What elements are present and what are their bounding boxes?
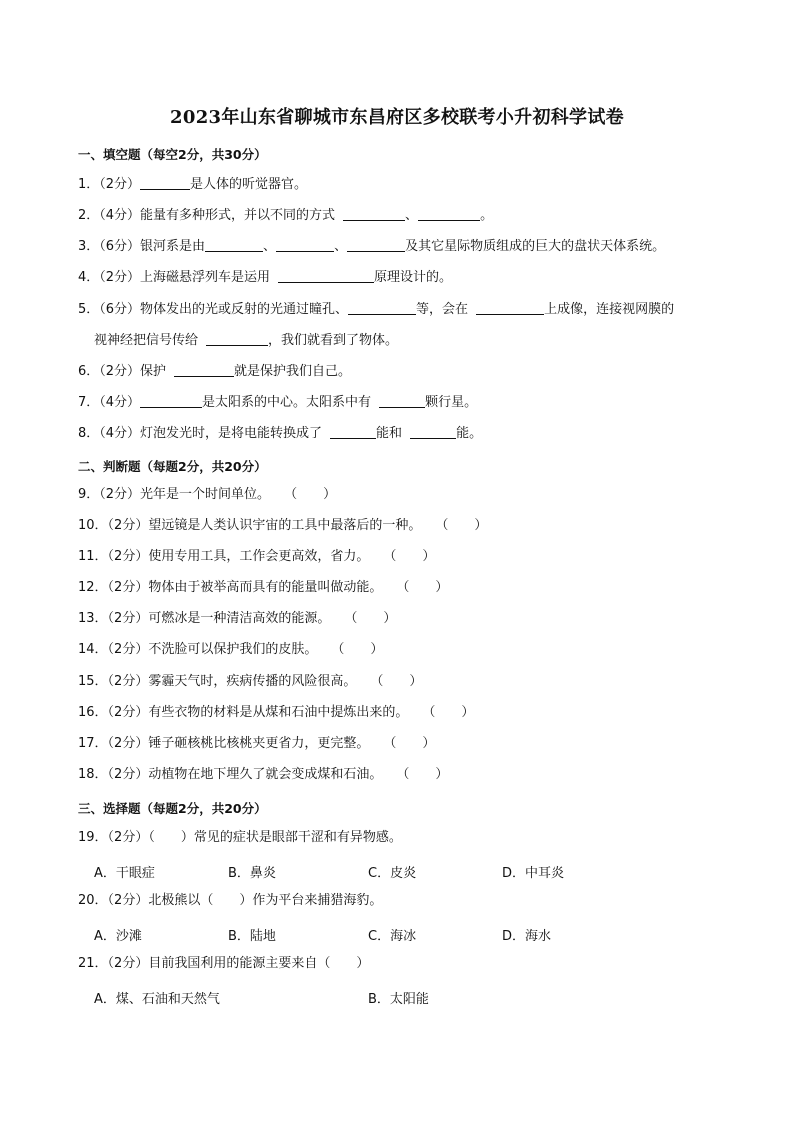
question-5-continued: 视神经把信号传给 ，我们就看到了物体。 — [94, 333, 399, 348]
question-20: 20．（2分）北极熊以（ ）作为平台来捕猎海豹。 — [78, 893, 383, 908]
answer-parenthesis[interactable]: （ ） — [435, 518, 488, 533]
answer-blank[interactable] — [278, 269, 374, 283]
question-11: 11．（2分）使用专用工具，工作会更高效，省力。 （ ） — [78, 549, 436, 564]
question-18: 18．（2分）动植物在地下埋久了就会变成煤和石油。 （ ） — [78, 767, 449, 782]
question-9: 9．（2分）光年是一个时间单位。 （ ） — [78, 487, 337, 502]
question-13: 13．（2分）可燃冰是一种清洁高效的能源。 （ ） — [78, 611, 397, 626]
question-17: 17．（2分）锤子砸核桃比核桃夹更省力，更完整。 （ ） — [78, 736, 436, 751]
question-14: 14．（2分）不洗脸可以保护我们的皮肤。 （ ） — [78, 642, 384, 657]
question-8: 8．（4分）灯泡发光时，是将电能转换成了 能和 能。 — [78, 426, 483, 441]
answer-blank[interactable] — [330, 425, 376, 439]
option-d[interactable]: D．海水 — [502, 929, 552, 944]
answer-parenthesis[interactable]: （ ） — [383, 736, 436, 751]
option-d[interactable]: D．中耳炎 — [502, 866, 565, 881]
option-c[interactable]: C．皮炎 — [368, 866, 417, 881]
answer-parenthesis[interactable]: （ ） — [284, 487, 337, 502]
section-fill-heading: 一、填空题（每空2分，共30分） — [78, 147, 267, 162]
question-5: 5．（6分）物体发出的光或反射的光通过瞳孔、 等，会在 上成像，连接视网膜的 — [78, 302, 675, 317]
section-judge-heading: 二、判断题（每题2分，共20分） — [78, 459, 267, 474]
question-1: 1．（2分） 是人体的听觉器官。 — [78, 177, 308, 192]
question-16: 16．（2分）有些衣物的材料是从煤和石油中提炼出来的。 （ ） — [78, 705, 475, 720]
option-a[interactable]: A．煤、石油和天然气 — [94, 992, 220, 1007]
answer-blank[interactable] — [276, 238, 334, 252]
option-b[interactable]: B．鼻炎 — [228, 866, 276, 881]
question-12: 12．（2分）物体由于被举高而具有的能量叫做动能。 （ ） — [78, 580, 449, 595]
answer-blank[interactable] — [140, 394, 202, 408]
question-4: 4．（2分）上海磁悬浮列车是运用 原理设计的。 — [78, 270, 453, 285]
answer-blank[interactable] — [410, 425, 456, 439]
answer-blank[interactable] — [206, 332, 268, 346]
question-7: 7．（4分） 是太阳系的中心。太阳系中有 颗行星。 — [78, 395, 478, 410]
option-a[interactable]: A．干眼症 — [94, 866, 155, 881]
option-c[interactable]: C．海冰 — [368, 929, 417, 944]
exam-title: 2023年山东省聊城市东昌府区多校联考小升初科学试卷 — [170, 107, 624, 128]
answer-blank[interactable] — [174, 363, 234, 377]
answer-blank[interactable] — [347, 238, 405, 252]
answer-blank[interactable] — [418, 207, 480, 221]
section-choice-heading: 三、选择题（每题2分，共20分） — [78, 801, 267, 816]
question-21: 21．（2分）目前我国利用的能源主要来自（ ） — [78, 956, 370, 971]
answer-blank[interactable] — [343, 207, 405, 221]
answer-blank[interactable] — [476, 301, 544, 315]
question-10: 10．（2分）望远镜是人类认识宇宙的工具中最落后的一种。 （ ） — [78, 518, 488, 533]
question-3: 3．（6分）银河系是由 、 、 及其它星际物质组成的巨大的盘状天体系统。 — [78, 239, 666, 254]
option-a[interactable]: A．沙滩 — [94, 929, 142, 944]
answer-parenthesis[interactable]: （ ） — [422, 705, 475, 720]
answer-blank[interactable] — [140, 176, 190, 190]
option-b[interactable]: B．太阳能 — [368, 992, 429, 1007]
question-15: 15．（2分）雾霾天气时，疾病传播的风险很高。 （ ） — [78, 674, 423, 689]
answer-blank[interactable] — [205, 238, 263, 252]
question-19: 19．（2分）（ ）常见的症状是眼部干涩和有异物感。 — [78, 830, 402, 845]
answer-parenthesis[interactable]: （ ） — [396, 767, 449, 782]
option-b[interactable]: B．陆地 — [228, 929, 276, 944]
answer-parenthesis[interactable]: （ ） — [344, 611, 397, 626]
answer-parenthesis[interactable]: （ ） — [396, 580, 449, 595]
answer-blank[interactable] — [379, 394, 425, 408]
question-2: 2．（4分）能量有多种形式，并以不同的方式 、 。 — [78, 208, 494, 223]
answer-blank[interactable] — [348, 301, 416, 315]
question-6: 6．（2分）保护 就是保护我们自己。 — [78, 364, 352, 379]
answer-parenthesis[interactable]: （ ） — [370, 674, 423, 689]
answer-parenthesis[interactable]: （ ） — [383, 549, 436, 564]
answer-parenthesis[interactable]: （ ） — [331, 642, 384, 657]
